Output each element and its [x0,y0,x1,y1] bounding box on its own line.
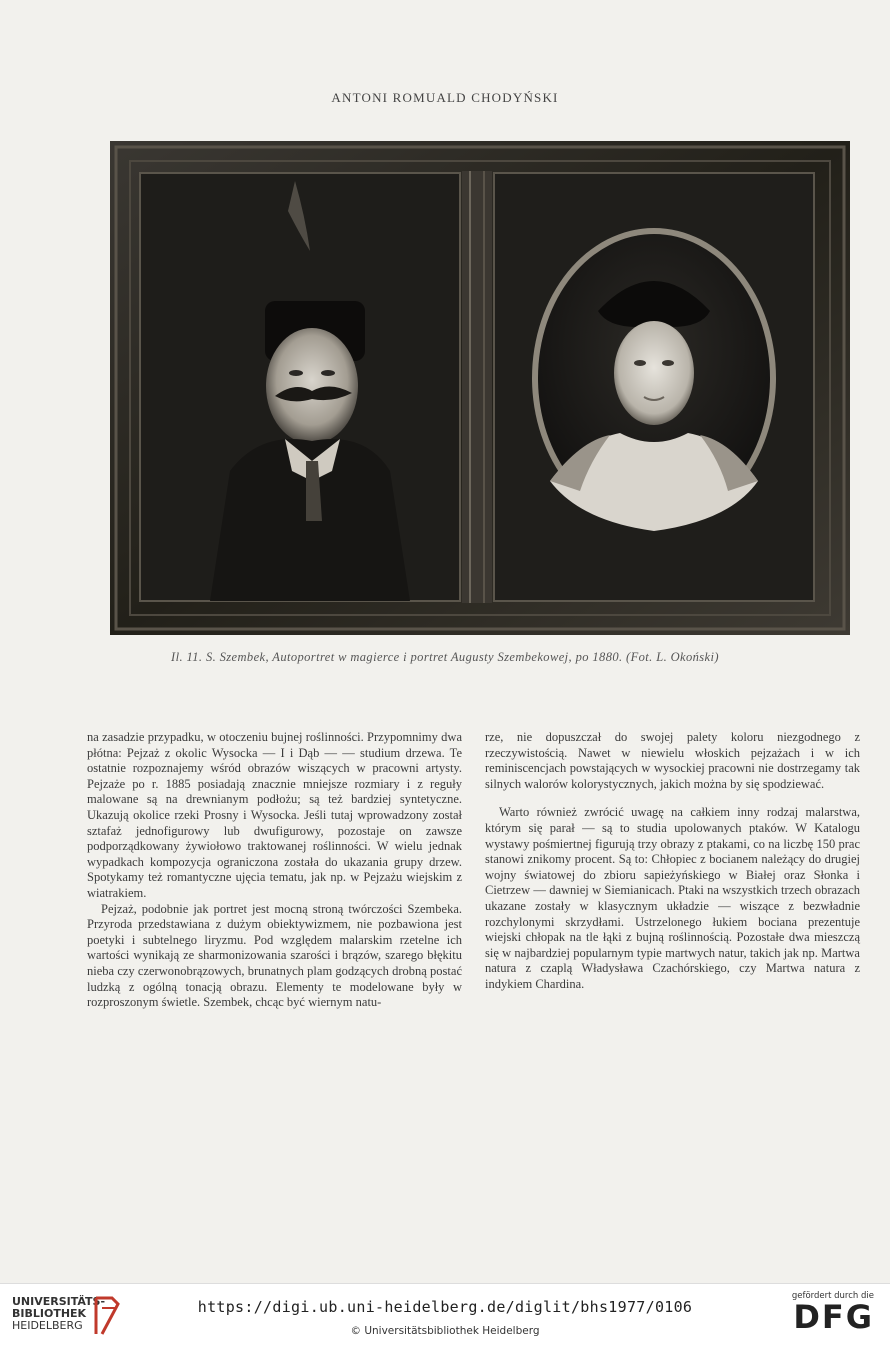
paragraph: na zasadzie przypadku, w otoczeniu bujnej roślinności. Przypomnimy dwa płótna: Pejzaż z okolic Wysocka — I i Dąb — — studium drzewa. Te ostatnie rozpoznajemy wśród obrazów wiszących w pracowni artysty. Pejzaże po r. 1885 posiadają znacznie mniejsze rozmiary i z reguły malowane są na drewnianym podłożu; są też bardziej syntetyczne. Ukazują okolice rzeki Prosny i Wysocka. Jeśli tutaj wprowadzony został sztafaż jednofigurowy lub dwufigurowy, pozostaje on zawsze podporządkowany żywiołowo traktowanej roślinności. W wielu jednak wypadkach kompozycja ograniczona została do ukazania grupy drzew. Spotykamy też romantyczne ujęcia tematu, jak np. w Pejzażu wiejskim z wiatrakiem. [87,730,462,900]
viewer-footer [0,1283,890,1347]
text-column-right [485,730,860,993]
permalink-url[interactable]: https://digi.ub.uni-heidelberg.de/diglit/bhs1977/0106 [197,1298,693,1316]
portrait-photograph [110,141,850,635]
library-name-line: BIBLIOTHEK [12,1307,87,1320]
library-name-line: UNIVERSITÄTS- [12,1295,106,1308]
paragraph: rze, nie dopuszczał do swojej palety koloru niezgodnego z rzeczywistością. Nawet w niewielu włoskich pejzażach i w ich reminiscencjach powstających w wysockiej pracowni nie dostrzegamy tak silnych walorów kolorystycznych, jakich można by się spodziewać. [485,730,860,791]
text-column-left [87,730,462,1011]
figure-caption: Il. 11. S. Szembek, Autoportret w magierce i portret Augusty Szembekowej, po 1880. (Fot. L. Okoński) [171,650,719,664]
copyright-notice: © Universitätsbibliothek Heidelberg [350,1325,540,1337]
paragraph: Warto również zwrócić uwagę na całkiem inny rodzaj malarstwa, którym się parał — są to studia upolowanych ptaków. W Katalogu wystawy pośmiertnej figurują trzy obrazy z ptakami, co na liczbę 150 prac stanowi znikomy procent. Są to: Chłopiec z bocianem należący do drugiej wojny światowej do zbioru sapieżyńskiego w Białej oraz Słonka i Cietrzew — dawniej w Siemianicach. Ptaki na wszystkich trzech obrazach ukazane zostały w klasycznym układzie — wiszące z bezwładnie rozchylonymi skrzydłami. Ustrzelonego łukiem bociana prezentuje wiejski chłopak na tle łąki z bujną roślinnością. Pozostałe dwa mieszczą się w najbardziej popularnym typie martwych natur, takich jak np. Martwa natura z czaplą Władysława Czachórskiego, czy Martwa natura z indykiem Chardina. [485,805,860,991]
dfg-logo: DFG [793,1298,874,1336]
sponsor-block[interactable] [791,1291,874,1336]
page-running-title: ANTONI ROMUALD CHODYŃSKI [331,90,559,105]
library-name-line: HEIDELBERG [12,1319,83,1332]
paragraph: Pejzaż, podobnie jak portret jest mocną stroną twórczości Szembeka. Przyroda przedstawiana z dużym obiektywizmem, nie pozbawiona jest poetyki i subtelnego liryzmu. Pod względem malarskim rzetelne ich wartości wynikają ze sharmonizowania szarości i brązów, szarego błękitu nieba czy czerwonobrązowych, brunatnych plam godzących drobną postać ludzką z ogólną tonacją obrazu. Elementy te modelowane były w rozproszonym świetle. Szembek, chcąc być wiernym natu- [87,901,462,1010]
sponsor-label: gefördert durch die [791,1291,874,1301]
